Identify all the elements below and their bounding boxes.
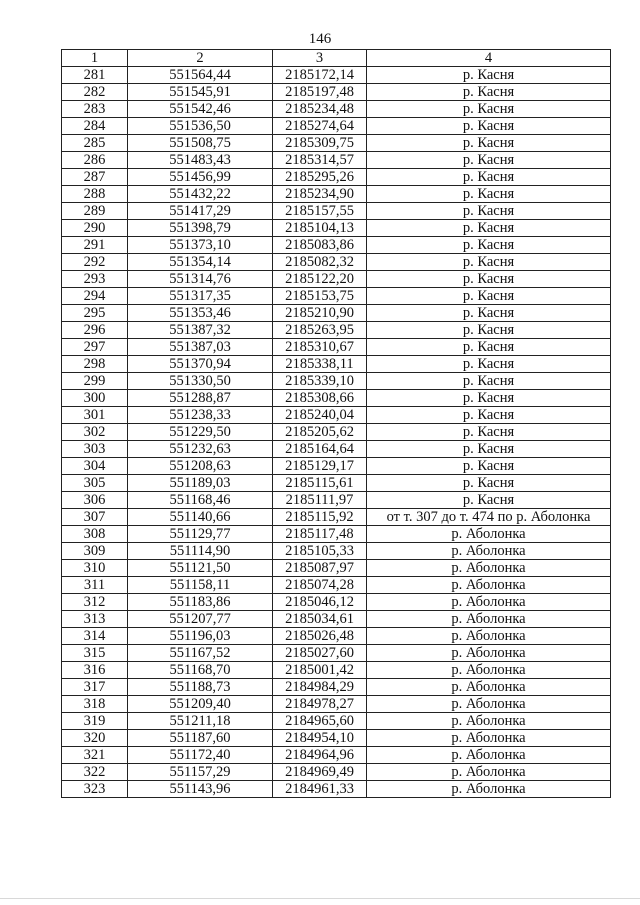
cell-description: р. Аболонка (367, 611, 611, 628)
cell-x-coordinate: 551188,73 (128, 679, 273, 696)
cell-y-coordinate: 2185153,75 (273, 288, 367, 305)
cell-point-number: 289 (62, 203, 128, 220)
table-row (62, 781, 611, 798)
table-row (62, 101, 611, 118)
cell-point-number: 292 (62, 254, 128, 271)
table-row (62, 594, 611, 611)
cell-point-number: 311 (62, 577, 128, 594)
cell-y-coordinate: 2185295,26 (273, 169, 367, 186)
cell-description: р. Аболонка (367, 781, 611, 798)
table-row (62, 237, 611, 254)
table-row (62, 747, 611, 764)
cell-y-coordinate: 2185026,48 (273, 628, 367, 645)
cell-point-number: 321 (62, 747, 128, 764)
cell-x-coordinate: 551564,44 (128, 67, 273, 84)
cell-x-coordinate: 551187,60 (128, 730, 273, 747)
cell-description: р. Касня (367, 390, 611, 407)
cell-description: р. Касня (367, 339, 611, 356)
cell-point-number: 291 (62, 237, 128, 254)
cell-point-number: 323 (62, 781, 128, 798)
table-row (62, 118, 611, 135)
cell-description: р. Касня (367, 424, 611, 441)
table-row (62, 645, 611, 662)
cell-x-coordinate: 551417,29 (128, 203, 273, 220)
cell-point-number: 302 (62, 424, 128, 441)
cell-point-number: 300 (62, 390, 128, 407)
cell-point-number: 281 (62, 67, 128, 84)
cell-point-number: 309 (62, 543, 128, 560)
cell-y-coordinate: 2185105,33 (273, 543, 367, 560)
cell-x-coordinate: 551542,46 (128, 101, 273, 118)
cell-x-coordinate: 551370,94 (128, 356, 273, 373)
table-row (62, 67, 611, 84)
cell-point-number: 296 (62, 322, 128, 339)
cell-y-coordinate: 2185338,11 (273, 356, 367, 373)
cell-x-coordinate: 551209,40 (128, 696, 273, 713)
cell-x-coordinate: 551232,63 (128, 441, 273, 458)
table-row (62, 254, 611, 271)
cell-y-coordinate: 2185172,14 (273, 67, 367, 84)
header-cell-point-number: 1 (62, 50, 128, 67)
cell-description: р. Касня (367, 67, 611, 84)
cell-y-coordinate: 2184961,33 (273, 781, 367, 798)
cell-y-coordinate: 2185104,13 (273, 220, 367, 237)
table-row (62, 730, 611, 747)
cell-point-number: 312 (62, 594, 128, 611)
table-body (62, 67, 611, 798)
cell-x-coordinate: 551207,77 (128, 611, 273, 628)
table-row (62, 84, 611, 101)
cell-x-coordinate: 551183,86 (128, 594, 273, 611)
table-row (62, 186, 611, 203)
cell-y-coordinate: 2185240,04 (273, 407, 367, 424)
cell-y-coordinate: 2185111,97 (273, 492, 367, 509)
page-bottom-edge (0, 898, 640, 899)
cell-point-number: 282 (62, 84, 128, 101)
cell-description: р. Касня (367, 407, 611, 424)
cell-x-coordinate: 551157,29 (128, 764, 273, 781)
cell-description: р. Аболонка (367, 560, 611, 577)
cell-description: р. Касня (367, 152, 611, 169)
cell-x-coordinate: 551158,11 (128, 577, 273, 594)
cell-description: р. Касня (367, 356, 611, 373)
cell-description: р. Касня (367, 305, 611, 322)
cell-x-coordinate: 551196,03 (128, 628, 273, 645)
cell-x-coordinate: 551229,50 (128, 424, 273, 441)
cell-x-coordinate: 551211,18 (128, 713, 273, 730)
cell-y-coordinate: 2185234,48 (273, 101, 367, 118)
cell-point-number: 298 (62, 356, 128, 373)
cell-description: р. Касня (367, 288, 611, 305)
cell-point-number: 319 (62, 713, 128, 730)
cell-x-coordinate: 551483,43 (128, 152, 273, 169)
cell-point-number: 307 (62, 509, 128, 526)
cell-description: р. Аболонка (367, 577, 611, 594)
table-row (62, 152, 611, 169)
cell-y-coordinate: 2185115,92 (273, 509, 367, 526)
table-row (62, 203, 611, 220)
cell-description: р. Аболонка (367, 730, 611, 747)
table-row (62, 764, 611, 781)
cell-description: р. Аболонка (367, 747, 611, 764)
cell-point-number: 286 (62, 152, 128, 169)
cell-point-number: 306 (62, 492, 128, 509)
cell-description: р. Аболонка (367, 696, 611, 713)
cell-point-number: 318 (62, 696, 128, 713)
cell-description: р. Касня (367, 322, 611, 339)
table-row (62, 407, 611, 424)
cell-y-coordinate: 2185083,86 (273, 237, 367, 254)
table-row (62, 492, 611, 509)
table-row (62, 322, 611, 339)
cell-point-number: 317 (62, 679, 128, 696)
table-row (62, 356, 611, 373)
table-row (62, 543, 611, 560)
cell-point-number: 313 (62, 611, 128, 628)
cell-description: р. Аболонка (367, 764, 611, 781)
cell-point-number: 295 (62, 305, 128, 322)
cell-description: р. Касня (367, 169, 611, 186)
cell-y-coordinate: 2184969,49 (273, 764, 367, 781)
cell-description: р. Аболонка (367, 662, 611, 679)
cell-y-coordinate: 2185274,64 (273, 118, 367, 135)
cell-y-coordinate: 2184984,29 (273, 679, 367, 696)
cell-y-coordinate: 2185074,28 (273, 577, 367, 594)
table-row (62, 373, 611, 390)
cell-y-coordinate: 2185234,90 (273, 186, 367, 203)
table-row (62, 560, 611, 577)
cell-description: р. Касня (367, 475, 611, 492)
cell-y-coordinate: 2185115,61 (273, 475, 367, 492)
cell-point-number: 297 (62, 339, 128, 356)
table-row (62, 713, 611, 730)
cell-y-coordinate: 2184965,60 (273, 713, 367, 730)
cell-y-coordinate: 2185001,42 (273, 662, 367, 679)
cell-y-coordinate: 2185308,66 (273, 390, 367, 407)
cell-x-coordinate: 551387,03 (128, 339, 273, 356)
cell-point-number: 314 (62, 628, 128, 645)
cell-y-coordinate: 2185310,67 (273, 339, 367, 356)
cell-x-coordinate: 551317,35 (128, 288, 273, 305)
cell-y-coordinate: 2185164,64 (273, 441, 367, 458)
table-row (62, 441, 611, 458)
cell-point-number: 315 (62, 645, 128, 662)
cell-y-coordinate: 2185339,10 (273, 373, 367, 390)
cell-point-number: 308 (62, 526, 128, 543)
table-row (62, 611, 611, 628)
cell-point-number: 294 (62, 288, 128, 305)
header-cell-description: 4 (367, 50, 611, 67)
table-row (62, 526, 611, 543)
cell-description: р. Касня (367, 118, 611, 135)
cell-x-coordinate: 551373,10 (128, 237, 273, 254)
cell-x-coordinate: 551143,96 (128, 781, 273, 798)
table-row (62, 305, 611, 322)
cell-description: р. Аболонка (367, 526, 611, 543)
cell-description: р. Аболонка (367, 645, 611, 662)
cell-description: р. Касня (367, 186, 611, 203)
cell-x-coordinate: 551172,40 (128, 747, 273, 764)
cell-x-coordinate: 551314,76 (128, 271, 273, 288)
cell-y-coordinate: 2185122,20 (273, 271, 367, 288)
cell-y-coordinate: 2185129,17 (273, 458, 367, 475)
cell-description: р. Касня (367, 84, 611, 101)
cell-y-coordinate: 2185205,62 (273, 424, 367, 441)
cell-y-coordinate: 2185046,12 (273, 594, 367, 611)
table-row (62, 458, 611, 475)
table-row (62, 662, 611, 679)
table-row (62, 220, 611, 237)
cell-point-number: 316 (62, 662, 128, 679)
table-row (62, 135, 611, 152)
table-row (62, 288, 611, 305)
cell-description: р. Касня (367, 373, 611, 390)
cell-y-coordinate: 2185157,55 (273, 203, 367, 220)
cell-point-number: 293 (62, 271, 128, 288)
cell-description: р. Касня (367, 101, 611, 118)
cell-x-coordinate: 551353,46 (128, 305, 273, 322)
cell-description: от т. 307 до т. 474 по р. Аболонка (367, 509, 611, 526)
cell-description: р. Касня (367, 254, 611, 271)
cell-x-coordinate: 551387,32 (128, 322, 273, 339)
page-number: 146 (308, 31, 332, 47)
cell-y-coordinate: 2185314,57 (273, 152, 367, 169)
table-row (62, 169, 611, 186)
header-cell-x-coordinate: 2 (128, 50, 273, 67)
cell-y-coordinate: 2185082,32 (273, 254, 367, 271)
cell-point-number: 322 (62, 764, 128, 781)
cell-description: р. Касня (367, 458, 611, 475)
cell-point-number: 290 (62, 220, 128, 237)
table-row (62, 339, 611, 356)
cell-x-coordinate: 551288,87 (128, 390, 273, 407)
header-row (62, 50, 611, 67)
table-row (62, 509, 611, 526)
coordinates-table (61, 49, 611, 798)
cell-x-coordinate: 551238,33 (128, 407, 273, 424)
cell-point-number: 320 (62, 730, 128, 747)
cell-x-coordinate: 551536,50 (128, 118, 273, 135)
cell-x-coordinate: 551330,50 (128, 373, 273, 390)
cell-y-coordinate: 2184978,27 (273, 696, 367, 713)
cell-y-coordinate: 2184954,10 (273, 730, 367, 747)
table-header (62, 50, 611, 67)
cell-description: р. Касня (367, 135, 611, 152)
cell-y-coordinate: 2185087,97 (273, 560, 367, 577)
cell-x-coordinate: 551398,79 (128, 220, 273, 237)
cell-point-number: 301 (62, 407, 128, 424)
cell-description: р. Аболонка (367, 679, 611, 696)
cell-point-number: 310 (62, 560, 128, 577)
cell-x-coordinate: 551168,46 (128, 492, 273, 509)
cell-point-number: 284 (62, 118, 128, 135)
cell-y-coordinate: 2185034,61 (273, 611, 367, 628)
table-row (62, 628, 611, 645)
cell-description: р. Касня (367, 271, 611, 288)
cell-y-coordinate: 2185117,48 (273, 526, 367, 543)
table-row (62, 679, 611, 696)
cell-description: р. Аболонка (367, 543, 611, 560)
cell-x-coordinate: 551140,66 (128, 509, 273, 526)
cell-point-number: 303 (62, 441, 128, 458)
cell-x-coordinate: 551189,03 (128, 475, 273, 492)
cell-y-coordinate: 2185197,48 (273, 84, 367, 101)
cell-description: р. Касня (367, 203, 611, 220)
table-row (62, 390, 611, 407)
cell-x-coordinate: 551168,70 (128, 662, 273, 679)
table-row (62, 271, 611, 288)
cell-x-coordinate: 551129,77 (128, 526, 273, 543)
cell-x-coordinate: 551354,14 (128, 254, 273, 271)
cell-x-coordinate: 551432,22 (128, 186, 273, 203)
table-row (62, 475, 611, 492)
cell-description: р. Аболонка (367, 594, 611, 611)
cell-point-number: 299 (62, 373, 128, 390)
cell-y-coordinate: 2185309,75 (273, 135, 367, 152)
cell-x-coordinate: 551121,50 (128, 560, 273, 577)
cell-description: р. Аболонка (367, 628, 611, 645)
cell-x-coordinate: 551114,90 (128, 543, 273, 560)
cell-y-coordinate: 2185210,90 (273, 305, 367, 322)
cell-y-coordinate: 2184964,96 (273, 747, 367, 764)
cell-y-coordinate: 2185027,60 (273, 645, 367, 662)
cell-point-number: 287 (62, 169, 128, 186)
cell-x-coordinate: 551208,63 (128, 458, 273, 475)
cell-description: р. Касня (367, 492, 611, 509)
cell-point-number: 304 (62, 458, 128, 475)
cell-x-coordinate: 551508,75 (128, 135, 273, 152)
table-row (62, 696, 611, 713)
cell-description: р. Касня (367, 220, 611, 237)
cell-description: р. Касня (367, 441, 611, 458)
cell-x-coordinate: 551456,99 (128, 169, 273, 186)
cell-point-number: 288 (62, 186, 128, 203)
cell-point-number: 305 (62, 475, 128, 492)
cell-y-coordinate: 2185263,95 (273, 322, 367, 339)
cell-description: р. Аболонка (367, 713, 611, 730)
cell-point-number: 283 (62, 101, 128, 118)
cell-description: р. Касня (367, 237, 611, 254)
cell-point-number: 285 (62, 135, 128, 152)
table-row (62, 424, 611, 441)
header-cell-y-coordinate: 3 (273, 50, 367, 67)
cell-x-coordinate: 551545,91 (128, 84, 273, 101)
cell-x-coordinate: 551167,52 (128, 645, 273, 662)
table-row (62, 577, 611, 594)
